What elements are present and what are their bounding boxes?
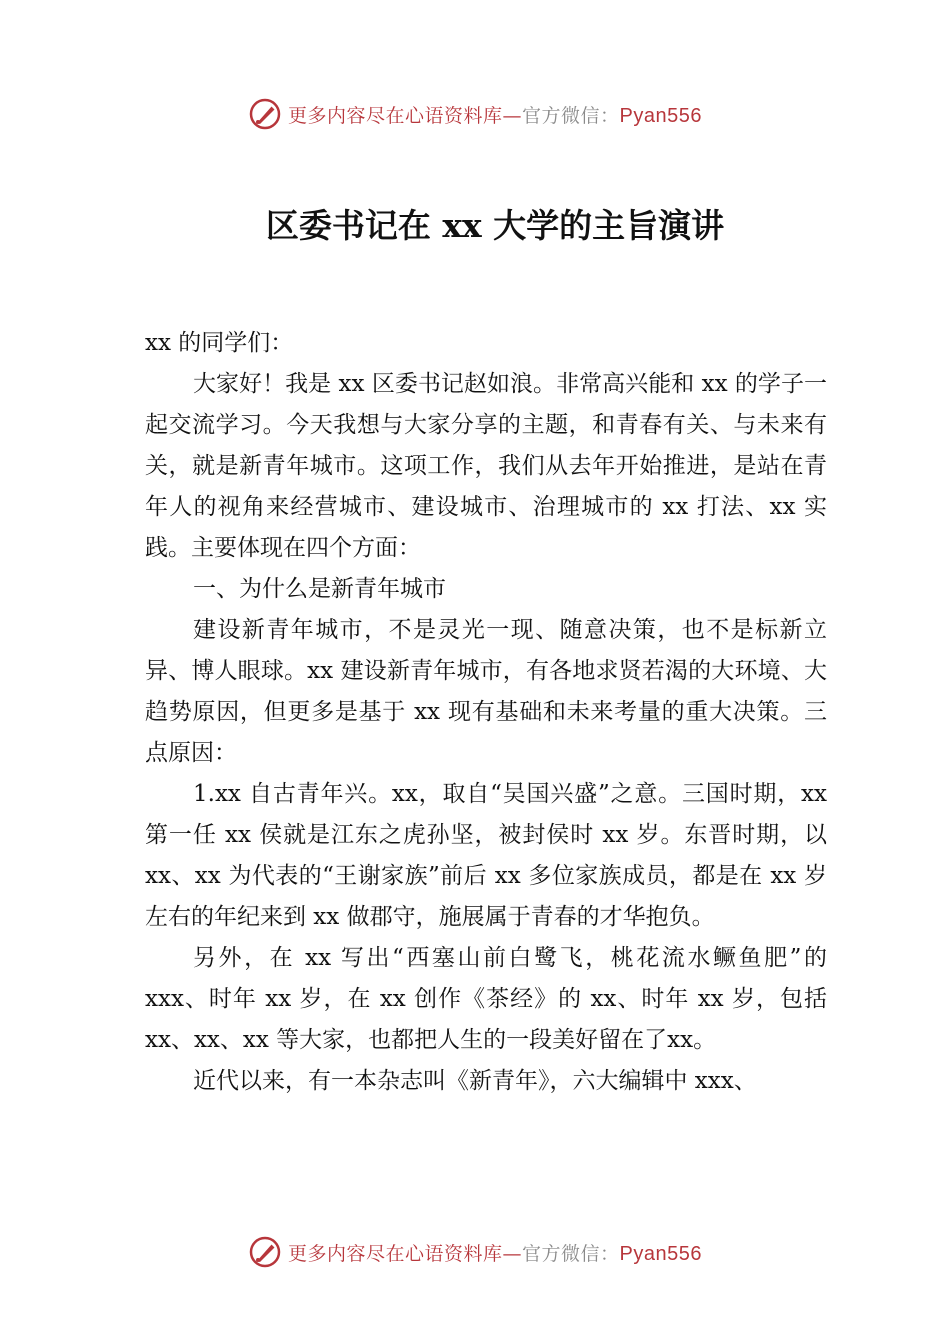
paragraph: 建设新青年城市，不是灵光一现、随意决策，也不是标新立异、博人眼球。xx 建设新青年城市，有各地求贤若渴的大环境、大趋势原因，但更多是基于 xx 现有基础和未来考量的重大决策。三点原因： [145, 617, 827, 766]
footer-watermark-banner [0, 1232, 950, 1272]
watermark-text [288, 1239, 702, 1266]
quill-logo-icon [248, 1235, 282, 1269]
document-body [145, 323, 827, 1102]
watermark-wechat-label: 官方微信： [522, 1242, 620, 1265]
watermark-main-text: 更多内容尽在心语资料库 [288, 104, 503, 127]
watermark-wechat-label: 官方微信： [522, 104, 620, 127]
paragraph: 另外，在 xx 写出“西塞山前白鹭飞，桃花流水鳜鱼肥”的 xxx、时年 xx 岁，在 xx 创作《茶经》的 xx、时年 xx 岁，包括 xx、xx、xx 等大家，也都把人生的一段美好留在了xx。 [145, 945, 827, 1053]
quill-logo-icon [248, 97, 282, 131]
salutation: xx 的同学们： [145, 330, 294, 356]
document-title: 区委书记在 xx 大学的主旨演讲 [265, 206, 725, 245]
section-heading: 一、为什么是新青年城市 [193, 576, 446, 602]
paragraph: 大家好！我是 xx 区委书记赵如浪。非常高兴能和 xx 的学子一起交流学习。今天我想与大家分享的主题，和青春有关、与未来有关，就是新青年城市。这项工作，我们从去年开始推进，是站在青年人的视角来经营城市、建设城市、治理城市的 xx 打法、xx 实践。主要体现在四个方面： [145, 371, 827, 561]
watermark-dash: — [502, 1242, 523, 1265]
header-watermark-banner [0, 94, 950, 134]
watermark-handle: Pyan556 [619, 104, 702, 127]
watermark-dash: — [502, 104, 523, 127]
paragraph: 1.xx 自古青年兴。xx，取自“吴国兴盛”之意。三国时期，xx 第一任 xx 侯就是江东之虎孙坚，被封侯时 xx 岁。东晋时期，以 xx、xx 为代表的“王谢家族”前后 xx 多位家族成员，都是在 xx 岁左右的年纪来到 xx 做郡守，施展属于青春的才华抱负。 [145, 781, 827, 930]
paragraph: 近代以来，有一本杂志叫《新青年》，六大编辑中 xxx、 [193, 1068, 757, 1094]
watermark-handle: Pyan556 [619, 1242, 702, 1265]
watermark-main-text: 更多内容尽在心语资料库 [288, 1242, 503, 1265]
watermark-text [288, 101, 702, 128]
